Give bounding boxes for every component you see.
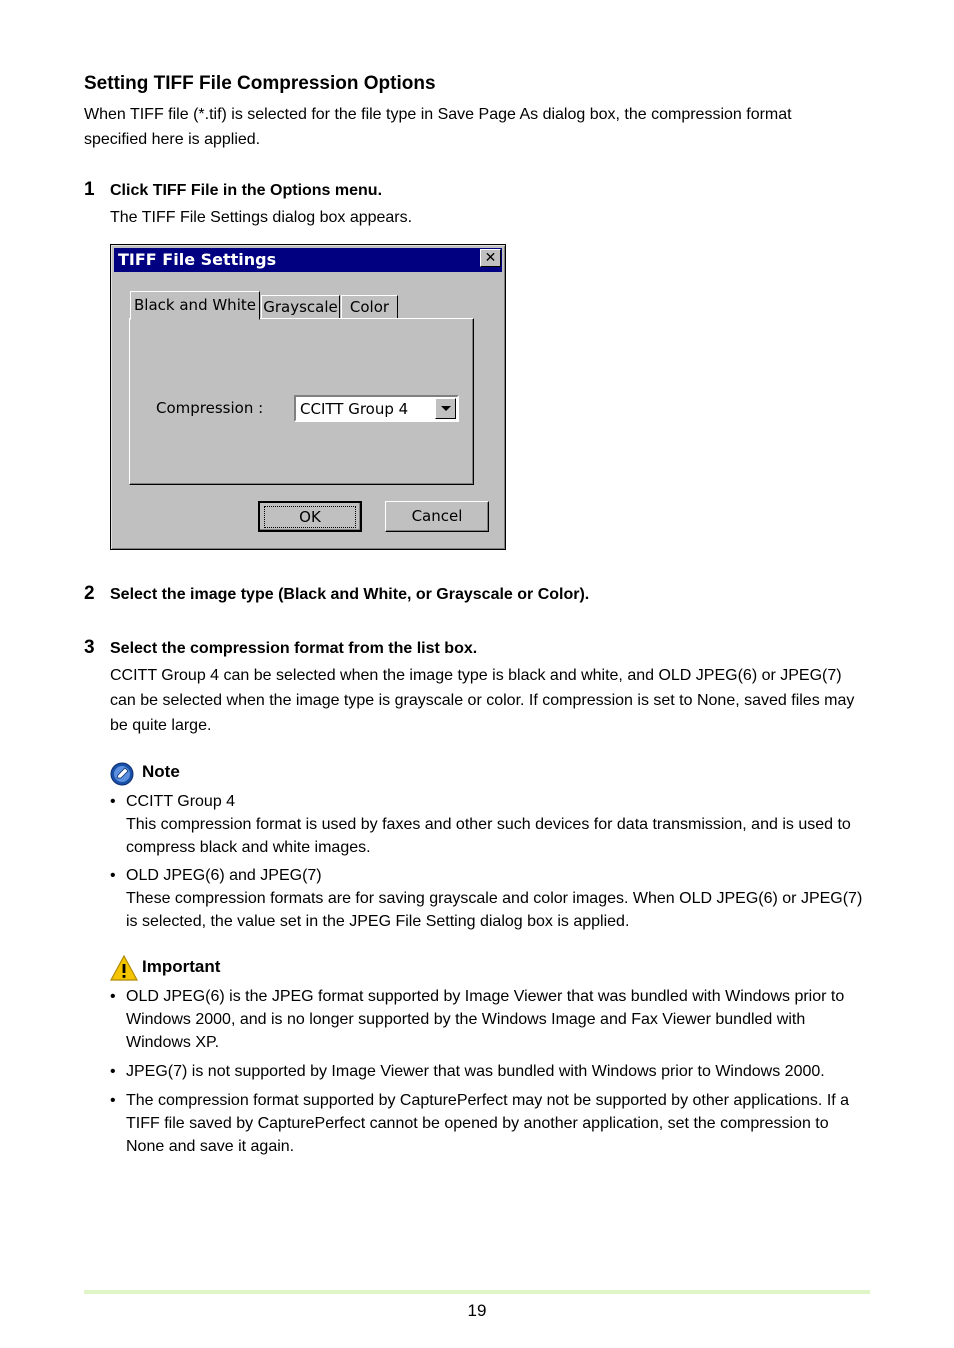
- note-item-1: • CCITT Group 4 This compression format is used by faxes and other such devices for data transmission, and is used to compress black and white images.: [110, 790, 870, 860]
- important-item-2: • JPEG(7) is not supported by Image Viewer that was bundled with Windows prior to Windows 2000.: [110, 1060, 870, 1085]
- note-item-2-title: OLD JPEG(6) and JPEG(7): [126, 867, 322, 884]
- compression-select[interactable]: [294, 395, 459, 422]
- note-item-1-text: This compression format is used by faxes and other such devices for data transmission, and is used to compress black and white images.: [126, 816, 851, 856]
- pencil-note-icon: [110, 762, 134, 786]
- chevron-down-icon[interactable]: [435, 398, 456, 419]
- step-1-instruction: Click TIFF File in the Options menu.: [110, 182, 383, 199]
- dialog-title: TIFF File Settings: [114, 248, 502, 272]
- step-3-description: CCITT Group 4 can be selected when the image type is black and white, and OLD JPEG(6) or JPEG(7) can be selected when the image type is grayscale or color. If compression is set to None, saved files may be quite large.: [110, 667, 855, 734]
- important-item-1-text: OLD JPEG(6) is the JPEG format supported by Image Viewer that was bundled with Windows prior to Windows 2000, and is no longer supported by the Windows Image and Fax Viewer bundled with Windows XP.: [126, 988, 845, 1051]
- step-1-description: The TIFF File Settings dialog box appears.: [110, 209, 413, 226]
- note-item-2-text: These compression formats are for saving grayscale and color images. When OLD JPEG(6) or JPEG(7) is selected, the value set in the JPEG File Setting dialog box is applied.: [126, 890, 863, 930]
- intro-paragraph: When TIFF file (*.tif) is selected for the file type in Save Page As dialog box, the compression format specified here is applied.: [84, 106, 792, 148]
- cancel-button[interactable]: Cancel: [385, 501, 489, 532]
- footer-rule: [84, 1290, 870, 1294]
- ok-button[interactable]: [258, 501, 362, 532]
- section-title: Setting TIFF File Compression Options: [84, 73, 436, 94]
- note-item-1-title: CCITT Group 4: [126, 793, 236, 810]
- important-item-2-text: JPEG(7) is not supported by Image Viewer that was bundled with Windows prior to Windows 2000.: [126, 1063, 825, 1080]
- important-item-3: • The compression format supported by CapturePerfect may not be supported by other applications. If a TIFF file saved by CapturePerfect cannot be opened by another application, set the compression to None and save it again.: [110, 1089, 870, 1159]
- step-1-number: 1: [84, 179, 95, 200]
- important-item-3-text: The compression format supported by CapturePerfect may not be supported by other applications. If a TIFF file saved by CapturePerfect cannot be opened by another application, set the compression to None and save it again.: [126, 1092, 850, 1155]
- compression-label: Compression :: [156, 399, 264, 417]
- step-2-number: 2: [84, 583, 95, 604]
- tab-grayscale[interactable]: Grayscale: [261, 295, 340, 318]
- tiff-settings-dialog: [110, 244, 506, 550]
- step-2-instruction: Select the image type (Black and White, or Grayscale or Color).: [110, 586, 590, 603]
- important-item-1: • OLD JPEG(6) is the JPEG format supported by Image Viewer that was bundled with Windows prior to Windows 2000, and is no longer supported by the Windows Image and Fax Viewer bundled with Windows XP.: [110, 985, 870, 1055]
- step-3-number: 3: [84, 637, 95, 658]
- compression-select-value: CCITT Group 4: [300, 400, 409, 418]
- tab-black-and-white[interactable]: Black and White: [130, 291, 260, 320]
- important-heading: Important: [142, 957, 221, 976]
- close-icon[interactable]: ✕: [480, 249, 501, 267]
- tab-color[interactable]: Color: [341, 295, 398, 318]
- note-item-2: • OLD JPEG(6) and JPEG(7) These compression formats are for saving grayscale and color images. When OLD JPEG(6) or JPEG(7) is selected, the value set in the JPEG File Setting dialog box is applied.: [110, 864, 870, 934]
- step-3-instruction: Select the compression format from the list box.: [110, 640, 478, 657]
- warning-triangle-icon: [110, 955, 138, 981]
- note-heading: Note: [142, 762, 180, 781]
- ok-button-label: OK: [265, 507, 355, 527]
- page-number: 19: [467, 1301, 487, 1320]
